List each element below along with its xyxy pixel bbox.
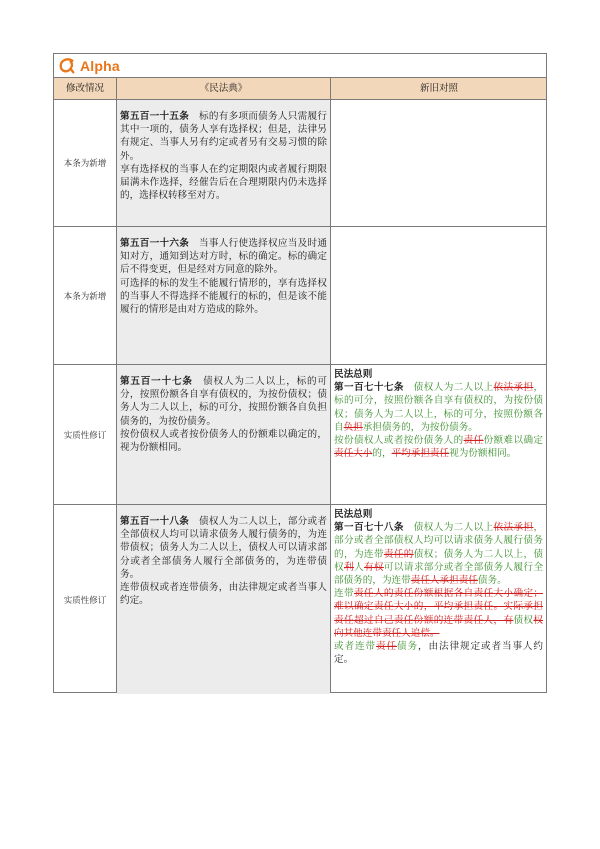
unchanged-text [404, 522, 414, 533]
article-text: 债权人为二人以上，部分或者全部债权人均可以请求债务人履行债务的，为连带债权；债务人为二人以上，债权人可以请求部分或者全部债务人履行全部债务的，为连带债务。 连带债权或者连带债务，由法律规定或者当事人约定。 [120, 516, 328, 607]
inserted-text: 视为份额相同。 [449, 448, 517, 460]
revision-status: 本条为新增 [63, 291, 107, 302]
inserted-text: 份额难以确定 [483, 435, 544, 447]
header-status: 修改情况 [65, 83, 104, 94]
inserted-text: 承担债务的，为按份债务。 按份债权人或者按份债务人的 [334, 421, 478, 447]
table-row [54, 100, 546, 227]
comparison-table [53, 53, 547, 693]
deleted-text: 有权 [363, 561, 384, 573]
article-text: 当事人行使选择权应当及时通知对方，通知到达对方时，标的确定。标的确定后不得变更，但是经对方同意的除外。 可选择的标的发生不能履行情形的，享有选择权的当事人不得选择不能履行的标的，但是该不能履行的情形是由对方造成的除外。 [120, 238, 328, 316]
revision-status: 实质性修订 [63, 595, 107, 606]
table-row [54, 227, 546, 365]
article-text: 标的有多项而债务人只需履行其中一项的，债务人享有选择权；但是，法律另有规定、当事人另有约定或者另有交易习惯的除外。 享有选择权的当事人在约定期限内或者履行期限届满未作选择，经催告后在合理期限内仍未选择的，选择权转移至对方。 [120, 111, 328, 202]
comparison-cell [331, 365, 546, 504]
brand-bar [54, 54, 546, 78]
civil-code-cell [117, 505, 330, 694]
article-text: 债权人为二人以上，标的可分，按照份额各自享有债权的，为按份债权；债务人为二人以上，标的可分，按照份额各自负担债务的，为按份债务。 按份债权人或者按份债务人的份额难以确定的，视为份额相同。 [120, 376, 328, 454]
table-row [54, 505, 546, 694]
deleted-text: 责任人承担责任 [410, 575, 478, 587]
article-number: 第一百七十八条 [334, 522, 404, 534]
unchanged-text: ，由法律规定或者当事人约定。 [334, 641, 544, 666]
deleted-text: 责任的 [383, 548, 414, 560]
header-civil-code: 《民法典》 [199, 83, 248, 94]
deleted-text: 依法承担 [493, 522, 534, 534]
inserted-text: 份额各自享有债权的，为按份债权；债务人为二人以上，标的可分，按照份额各自 [334, 395, 544, 433]
inserted-text: 或者连带 [334, 641, 376, 653]
inserted-text: 债权人为二人以上 [413, 382, 494, 394]
deleted-text: 责任人的责任份额根据各自责任大小确定；难以确定责任大小的，平均承担责任。实际承担责任超过自己责任份额的连带责任人，有 [334, 588, 544, 626]
deleted-text: 依法承担 [493, 382, 534, 394]
inserted-text: ，部分或者全部债权人均可以请求债务人履行债务的，为连带 [334, 522, 544, 560]
inserted-text: 债权人为二人以上 [413, 522, 494, 534]
comparison-text [334, 381, 543, 460]
brand-name: Alpha [80, 57, 120, 74]
civil-code-cell [117, 365, 330, 504]
comparison-cell [331, 227, 546, 364]
inserted-text: 可以请求部分或者全部债务人履行全部债务的，为连带 [334, 561, 544, 587]
comparison-cell [331, 100, 546, 226]
table-row [54, 365, 546, 505]
header-comparison: 新旧对照 [419, 83, 458, 94]
deleted-text: 利 [343, 561, 354, 573]
old-law-heading: 民法总则 [334, 509, 373, 520]
article-number: 第一百七十七条 [334, 382, 404, 394]
article-number: 第五百一十六条 [120, 238, 190, 249]
revision-status: 本条为新增 [63, 159, 107, 169]
inserted-text: 债权；债务人为二人以上，债权 [334, 548, 544, 573]
civil-code-cell [117, 227, 330, 364]
revision-status: 实质性修订 [63, 430, 107, 441]
inserted-text: 债权 [513, 614, 534, 626]
deleted-text: 责任大小 [334, 448, 373, 460]
deleted-text: 权向其他连带责任人追偿。 [334, 614, 544, 639]
comparison-cell [331, 505, 546, 694]
inserted-text: ，标的可分，按照 [334, 382, 544, 407]
comparison-text [334, 521, 543, 666]
table-header [54, 78, 546, 100]
unchanged-text [404, 382, 414, 393]
inserted-text: 的， [372, 448, 392, 460]
inserted-text: 人 [353, 561, 364, 573]
deleted-text: 负担 [343, 421, 363, 433]
civil-code-cell [117, 100, 330, 226]
deleted-text: 平均承担责任 [391, 448, 450, 460]
deleted-text: 责任 [375, 641, 397, 653]
inserted-text: 债务 [396, 641, 418, 653]
article-number: 第五百一十五条 [120, 111, 190, 122]
article-number: 第五百一十八条 [120, 516, 190, 527]
inserted-text: 债务。 连带 [334, 575, 507, 600]
alpha-logo-icon [58, 57, 76, 75]
deleted-text: 责任 [463, 435, 484, 447]
old-law-heading: 民法总则 [334, 369, 373, 380]
article-number: 第五百一十七条 [120, 376, 193, 387]
